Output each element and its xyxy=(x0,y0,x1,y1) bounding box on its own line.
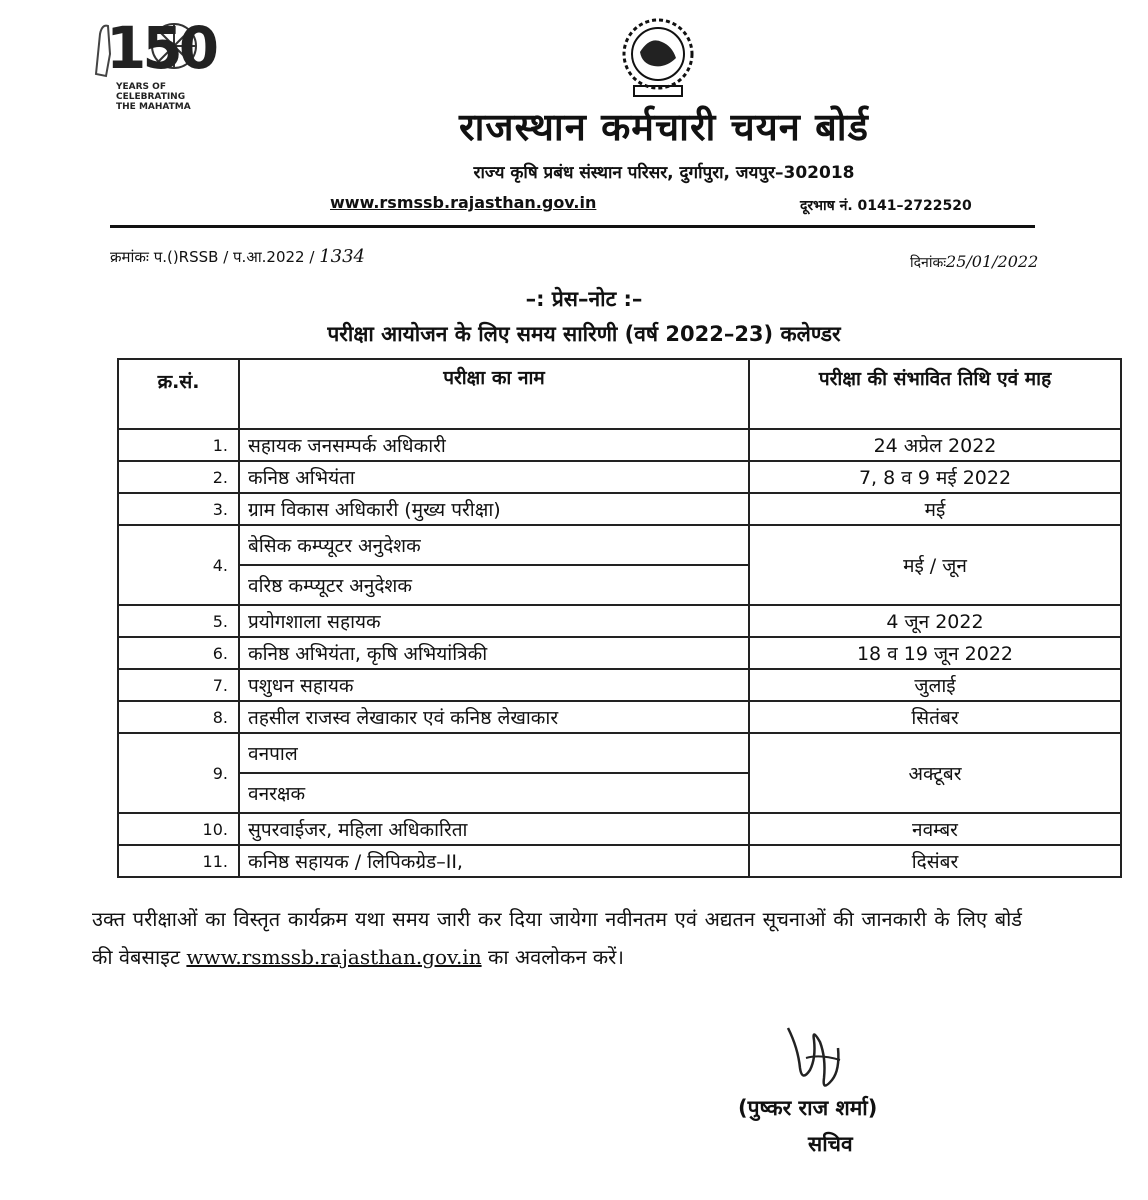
signature-icon xyxy=(780,1018,870,1098)
header-divider xyxy=(110,225,1035,228)
row-exam-name: वनपाल xyxy=(239,733,749,773)
row-exam-date: सितंबर xyxy=(749,701,1121,733)
table-row xyxy=(118,733,1121,773)
table-header-row xyxy=(118,359,1121,429)
footer-website-link[interactable]: www.rsmssb.rajasthan.gov.in xyxy=(186,945,482,969)
logo-text: YEARS OF CELEBRATING THE MAHATMA xyxy=(116,82,191,112)
table-row xyxy=(118,701,1121,733)
row-serial: 8. xyxy=(118,701,239,733)
signatory-title: सचिव xyxy=(808,1132,853,1156)
row-exam-name: सहायक जनसम्पर्क अधिकारी xyxy=(239,429,749,461)
calendar-title: परीक्षा आयोजन के लिए समय सारिणी (वर्ष 2022–23) कलेण्डर xyxy=(327,322,841,346)
row-exam-name: प्रयोगशाला सहायक xyxy=(239,605,749,637)
logo-number: 150 xyxy=(106,14,216,82)
footer-notice xyxy=(92,900,1022,976)
row-exam-name: बेसिक कम्प्यूटर अनुदेशक xyxy=(239,525,749,565)
row-exam-date: जुलाई xyxy=(749,669,1121,701)
header-website[interactable]: www.rsmssb.rajasthan.gov.in xyxy=(330,193,597,212)
row-exam-date: 7, 8 व 9 मई 2022 xyxy=(749,461,1121,493)
table-row xyxy=(118,429,1121,461)
exam-schedule-table xyxy=(117,358,1122,878)
date-handwritten-value: 25/01/2022 xyxy=(946,252,1039,271)
row-exam-name: तहसील राजस्व लेखाकार एवं कनिष्ठ लेखाकार xyxy=(239,701,749,733)
organization-address: राज्य कृषि प्रबंध संस्थान परिसर, दुर्गापुरा, जयपुर–302018 xyxy=(473,163,855,183)
row-exam-name: कनिष्ठ अभियंता, कृषि अभियांत्रिकी xyxy=(239,637,749,669)
table-row xyxy=(118,845,1121,877)
board-emblem-logo xyxy=(610,16,706,98)
table-row xyxy=(118,525,1121,565)
row-serial: 4. xyxy=(118,525,239,605)
table-row xyxy=(118,813,1121,845)
row-exam-date: मई / जून xyxy=(749,525,1121,605)
row-exam-date: अक्टूबर xyxy=(749,733,1121,813)
organization-title: राजस्थान कर्मचारी चयन बोर्ड xyxy=(459,105,869,149)
row-exam-date: नवम्बर xyxy=(749,813,1121,845)
table-row xyxy=(118,461,1121,493)
row-exam-name: कनिष्ठ अभियंता xyxy=(239,461,749,493)
row-exam-name: वनरक्षक xyxy=(239,773,749,813)
press-note-heading: –: प्रेस–नोट :– xyxy=(525,287,643,311)
table-row xyxy=(118,605,1121,637)
row-serial: 1. xyxy=(118,429,239,461)
row-serial: 7. xyxy=(118,669,239,701)
document-date xyxy=(910,252,1038,272)
row-serial: 3. xyxy=(118,493,239,525)
handwritten-signature xyxy=(780,1018,870,1098)
reference-prefix: क्रमांकः प.()RSSB / प.आ.2022 / xyxy=(110,248,315,266)
row-exam-name: वरिष्ठ कम्प्यूटर अनुदेशक xyxy=(239,565,749,605)
footer-text-end: का अवलोकन करें। xyxy=(487,945,624,969)
row-exam-name: ग्राम विकास अधिकारी (मुख्य परीक्षा) xyxy=(239,493,749,525)
row-exam-date: 18 व 19 जून 2022 xyxy=(749,637,1121,669)
table-row xyxy=(118,637,1121,669)
reference-number xyxy=(110,246,365,267)
table-row xyxy=(118,669,1121,701)
date-label: दिनांकः xyxy=(910,255,947,271)
signatory-name: (पुष्कर राज शर्मा) xyxy=(738,1096,878,1120)
row-serial: 11. xyxy=(118,845,239,877)
table-row xyxy=(118,493,1121,525)
row-serial: 9. xyxy=(118,733,239,813)
row-exam-date: 4 जून 2022 xyxy=(749,605,1121,637)
header-phone: दूरभाष नं. 0141–2722520 xyxy=(800,198,972,214)
emblem-icon xyxy=(610,16,706,98)
row-serial: 6. xyxy=(118,637,239,669)
row-serial: 5. xyxy=(118,605,239,637)
footer-text: उक्त परीक्षाओं का विस्तृत कार्यक्रम यथा समय जारी कर दिया जायेगा नवीनतम एवं अद्यतन सूचनाओं की जानकारी के लिए बोर्ड की वेबसाइट xyxy=(92,907,1022,969)
row-exam-name: कनिष्ठ सहायक / लिपिकग्रेड–II, xyxy=(239,845,749,877)
row-exam-name: पशुधन सहायक xyxy=(239,669,749,701)
header-exam-date: परीक्षा की संभावित तिथि एवं माह xyxy=(749,359,1121,429)
row-serial: 10. xyxy=(118,813,239,845)
row-exam-date: 24 अप्रेल 2022 xyxy=(749,429,1121,461)
row-exam-date: दिसंबर xyxy=(749,845,1121,877)
reference-handwritten-number: 1334 xyxy=(319,246,366,267)
header-serial: क्र.सं. xyxy=(118,359,239,429)
row-exam-name: सुपरवाईजर, महिला अधिकारिता xyxy=(239,813,749,845)
header-exam-name: परीक्षा का नाम xyxy=(239,359,749,429)
row-exam-date: मई xyxy=(749,493,1121,525)
row-serial: 2. xyxy=(118,461,239,493)
